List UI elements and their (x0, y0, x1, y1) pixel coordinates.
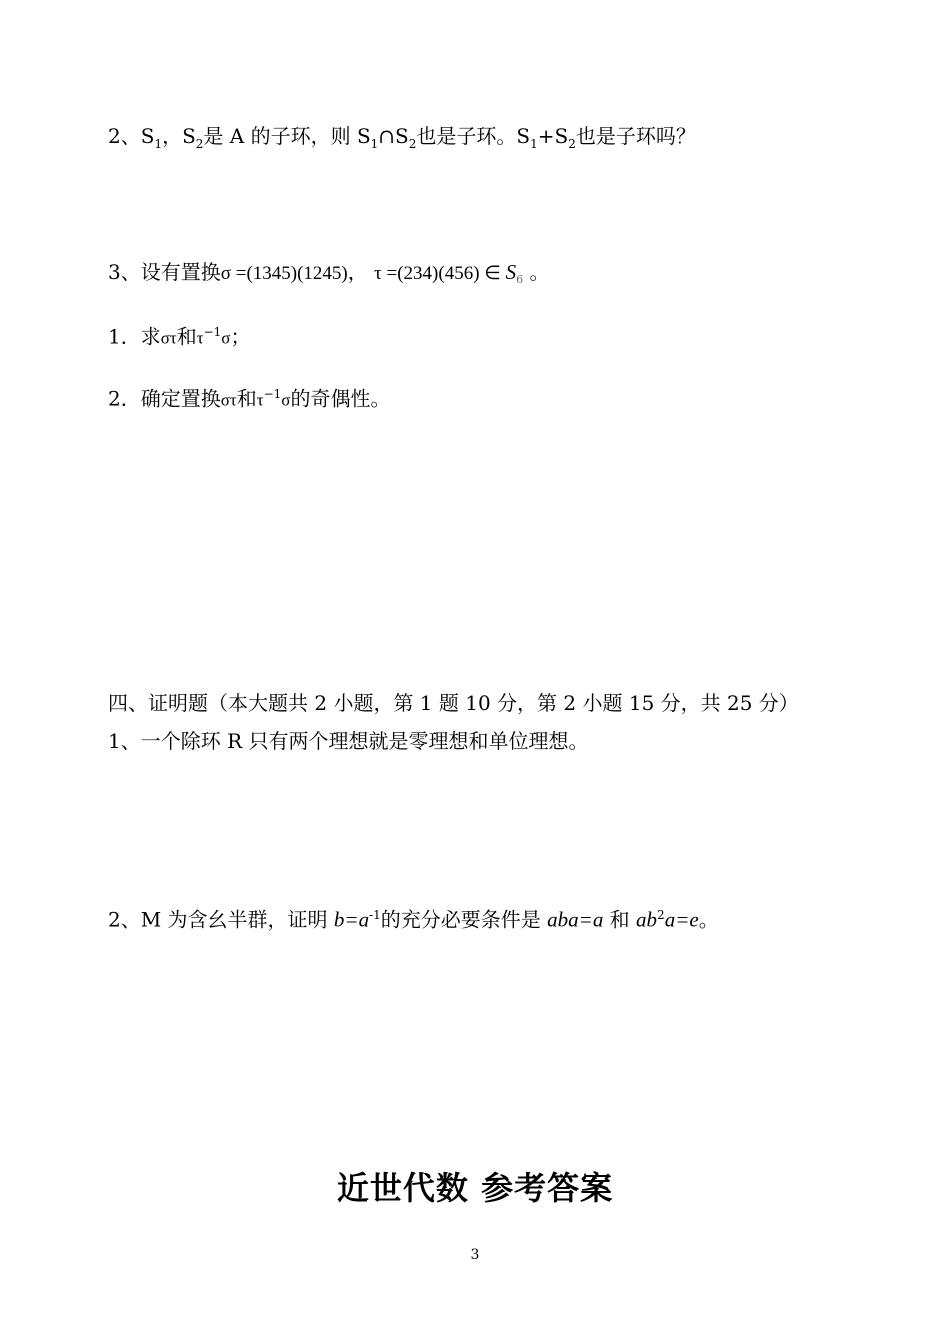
question-3-item-2: 2．确定置换στ和$\tau^{-1}\sigma$的奇偶性。 (108, 386, 391, 411)
page-number: 3 (470, 1247, 480, 1263)
answer-key-title: 近世代数 参考答案 (336, 1169, 614, 1207)
sigma-definition: σ =(1345)(1245) (220, 263, 348, 284)
question-3-item-1: 1．求στ和$\tau^{-1}\sigma$； (108, 324, 251, 349)
question-2: 2、$S_1$，$S_2$是 A 的子环，则 $S_1\cap S_2$也是子环。$S_1+S_2$也是子环吗？ (108, 124, 696, 151)
tau-definition: τ =(234)(456) ∈ (374, 263, 506, 284)
section-4-heading: 四、证明题（本大题共 2 小题，第 1 题 10 分，第 2 小题 15 分，共 25 分） (108, 691, 799, 715)
proof-question-2: 2、M 为含幺半群，证明 $b=a^{-1}$的充分必要条件是 aba=a 和 $ab^2a=e$。 (108, 907, 719, 932)
proof-question-1: 1、一个除环 R 只有两个理想就是零理想和单位理想。 (108, 729, 589, 753)
question-3: 3、设有置换σ =(1345)(1245)， τ =(234)(456) ∈ $S_6$ 。 (108, 260, 550, 286)
